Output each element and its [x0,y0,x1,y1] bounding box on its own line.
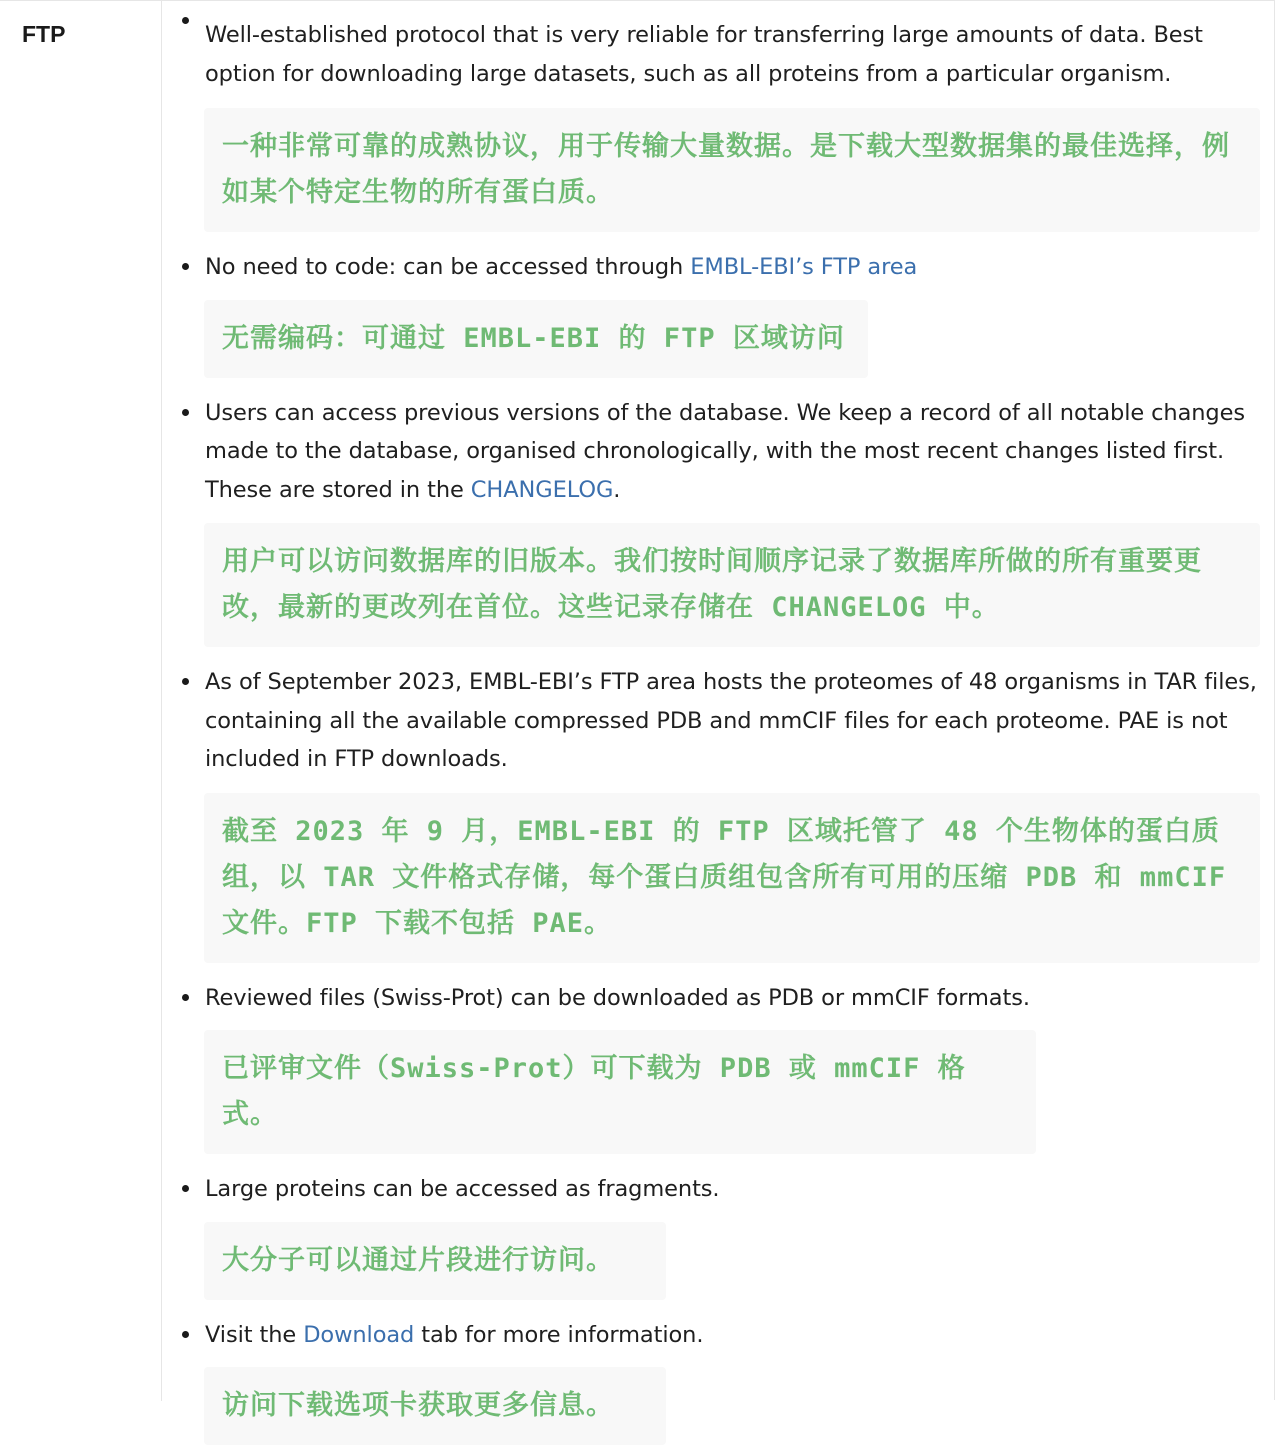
text-span: tab for more information. [414,1322,703,1348]
item-english-text [205,394,1260,510]
item-chinese-translation: 截至 2023 年 9 月，EMBL-EBI 的 FTP 区域托管了 48 个生物体的蛋白质组，以 TAR 文件格式存储，每个蛋白质组包含所有可用的压缩 PDB 和 mmCIF 文件。FTP 下载不包括 PAE。 [204,793,1260,963]
changelog-link[interactable]: CHANGELOG [471,477,613,503]
ftp-area-link[interactable]: EMBL-EBI’s FTP area [690,254,917,280]
item-chinese-translation: 访问下载选项卡获取更多信息。 [204,1367,666,1445]
list-item [163,1,1263,232]
row-header-cell [0,1,162,1401]
item-english-text [205,1316,1260,1355]
list-item [163,1154,1263,1300]
text-span: No need to code: can be accessed through [205,254,690,280]
bullet-list [163,1,1263,1445]
row-content-cell [163,1,1263,1445]
download-tab-link[interactable]: Download [303,1322,414,1348]
bullet-dot [182,1331,189,1338]
text-span: . [613,477,620,503]
item-english-text: Reviewed files (Swiss-Prot) can be downloaded as PDB or mmCIF formats. [205,979,1260,1018]
row-header-label: FTP [22,21,65,48]
list-item [163,647,1263,963]
list-item [163,963,1263,1155]
item-english-text: Well-established protocol that is very reliable for transferring large amounts of data. Best option for downloading large datasets, such as all proteins from a particular organism. [205,16,1260,93]
item-english-text [205,248,1260,287]
bullet-dot [182,678,189,685]
item-english-text: As of September 2023, EMBL-EBI’s FTP area hosts the proteomes of 48 organisms in TAR files, containing all the available compressed PDB and mmCIF files for each proteome. PAE is not included in FTP downloads. [205,663,1260,779]
list-item [163,1300,1263,1445]
text-span: Visit the [205,1322,303,1348]
bullet-dot [182,17,189,24]
item-english-text: Large proteins can be accessed as fragments. [205,1170,1260,1209]
item-chinese-translation: 大分子可以通过片段进行访问。 [204,1222,666,1300]
bullet-dot [182,409,189,416]
item-chinese-translation: 无需编码：可通过 EMBL-EBI 的 FTP 区域访问 [204,300,868,378]
list-item [163,378,1263,648]
item-chinese-translation: 已评审文件（Swiss-Prot）可下载为 PDB 或 mmCIF 格式。 [204,1030,1036,1154]
item-chinese-translation: 用户可以访问数据库的旧版本。我们按时间顺序记录了数据库所做的所有重要更改，最新的更改列在首位。这些记录存储在 CHANGELOG 中。 [204,523,1260,647]
bullet-dot [182,1185,189,1192]
text-span: Users can access previous versions of the database. We keep a record of all notable changes made to the database, organised chronologically, with the most recent changes listed first. These are stored in the [205,400,1245,503]
bullet-dot [182,263,189,270]
list-item [163,232,1263,378]
item-chinese-translation: 一种非常可靠的成熟协议，用于传输大量数据。是下载大型数据集的最佳选择，例如某个特定生物的所有蛋白质。 [204,108,1260,232]
bullet-dot [182,994,189,1001]
